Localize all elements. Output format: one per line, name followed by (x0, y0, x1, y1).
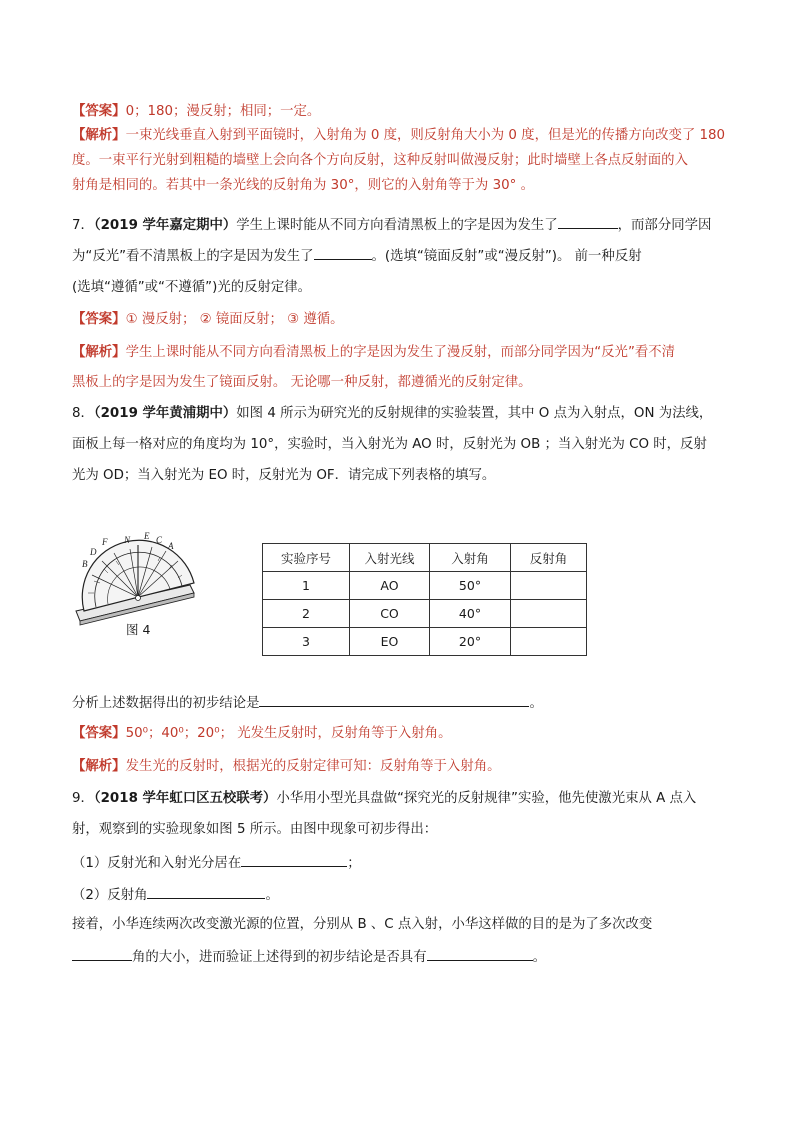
label-d: D (90, 547, 97, 557)
q9-stem-line-2: 射，观察到的实验现象如图 5 所示。由图中现象可初步得出： (72, 822, 438, 837)
conclusion-end: 。 (529, 696, 543, 711)
q6-analysis-line-1 (72, 126, 725, 146)
q9-item-1 (72, 852, 361, 874)
label-a: A (168, 541, 174, 551)
q8-conclusion (72, 692, 543, 714)
table-cell: 50° (430, 572, 511, 600)
q8-stem-line-3: 光为 OD；当入射光为 EO 时，反射光为 OF．请完成下列表格的填写。 (72, 468, 496, 483)
answer-tag: 【答案】 (72, 312, 126, 327)
label-f: F (102, 537, 108, 547)
label-c: C (156, 535, 163, 545)
header-cell: 实验序号 (263, 544, 350, 572)
answer-blank (147, 884, 265, 899)
answer-blank (314, 245, 372, 260)
table-cell (511, 600, 587, 628)
q7-stem-line-1 (72, 214, 711, 236)
item-end: 。 (265, 888, 279, 903)
analysis-tag: 【解析】 (72, 759, 126, 774)
q6-answer (72, 102, 320, 122)
label-e: E (144, 531, 150, 541)
table-cell (511, 628, 587, 656)
header-cell: 入射光线 (350, 544, 430, 572)
table-row (263, 628, 587, 656)
question-source: （2018 学年虹口区五校联考） (93, 791, 277, 806)
answer-tag: 【答案】 (72, 104, 126, 119)
q9-stem-line-5: 接着，小华连续两次改变激光源的位置，分别从 B 、C 点入射，小华这样做的目的是为了多次改变 (72, 917, 653, 932)
answer-tag: 【答案】 (72, 726, 126, 741)
table-cell: 3 (263, 628, 350, 656)
table-cell: EO (350, 628, 430, 656)
answer-blank (427, 946, 533, 961)
stem-text: 如图 4 所示为研究光的反射规律的实验装置，其中 O 点为入射点，ON 为法线， (236, 406, 713, 421)
item-end: ； (347, 856, 361, 871)
question-source: （2019 学年嘉定期中） (93, 218, 237, 233)
answer-blank (259, 692, 529, 707)
answer-blank (72, 946, 132, 961)
q9-item-2 (72, 884, 279, 906)
table-cell (511, 572, 587, 600)
answer-blank (241, 852, 347, 867)
analysis-text: 一束光线垂直入射到平面镜时，入射角为 0 度，则反射角大小为 0 度，但是光的传播方向改变了 180 (125, 128, 726, 143)
q6-analysis-line-3: 射角是相同的。若其中一条光线的反射角为 30°，则它的入射角等于为 30° 。 (72, 178, 534, 193)
q7-stem-line-2 (72, 245, 642, 267)
q8-analysis (72, 757, 501, 777)
analysis-text: 学生上课时能从不同方向看清黑板上的字是因为发生了漫反射，而部分同学因为“反光”看不清 (125, 345, 676, 360)
analysis-tag: 【解析】 (72, 128, 126, 143)
analysis-text: 发生光的反射时，根据光的反射定律可知：反射角等于入射角。 (125, 759, 501, 774)
stem-text: 角的大小，进而验证上述得到的初步结论是否具有 (132, 950, 427, 965)
table-cell: 20° (430, 628, 511, 656)
answer-blank (558, 214, 618, 229)
q7-analysis-line-2: 黑板上的字是因为发生了镜面反射。 无论哪一种反射，都遵循光的反射定律。 (72, 375, 532, 390)
stem-text: 小华用小型光具盘做“探究光的反射规律”实验，他先使激光束从 A 点入 (276, 791, 697, 806)
q8-answer (72, 724, 451, 744)
table-cell: 1 (263, 572, 350, 600)
q7-answer (72, 310, 344, 330)
answer-text: 50⁰；40⁰；20⁰； 光发生反射时，反射角等于入射角。 (125, 726, 452, 741)
q8-stem-line-2: 面板上每一格对应的角度均为 10°，实验时，当入射光为 AO 时，反射光为 OB ；当入射光为 CO 时，反射 (72, 437, 707, 452)
answer-text: 0；180；漫反射；相同；一定。 (125, 104, 321, 119)
table-row (263, 600, 587, 628)
q8-stem-line-1 (72, 404, 712, 424)
stem-end: 。 (532, 950, 546, 965)
q9-stem-line-1 (72, 789, 696, 809)
table-header-row (263, 544, 587, 572)
stem-text: 学生上课时能从不同方向看清黑板上的字是因为发生了 (236, 218, 558, 233)
analysis-tag: 【解析】 (72, 345, 126, 360)
table-cell: CO (350, 600, 430, 628)
label-b: B (82, 559, 88, 569)
experiment-table (262, 543, 587, 656)
q6-analysis-line-2: 度。一束平行光射到粗糙的墙壁上会向各个方向反射，这种反射叫做漫反射；此时墙壁上各点反射面的入 (72, 153, 688, 168)
stem-text: ，而部分同学因 (617, 218, 712, 233)
question-number: 7． (72, 218, 94, 233)
item-text: （2）反射角 (72, 888, 148, 903)
q7-analysis-line-1 (72, 343, 675, 363)
q9-stem-line-6 (72, 946, 546, 968)
q7-stem-line-3: (选填“遵循”或“不遵循”)光的反射定律。 (72, 280, 312, 295)
item-text: （1）反射光和入射光分居在 (72, 856, 242, 871)
header-cell: 入射角 (430, 544, 511, 572)
stem-text: 为“反光”看不清黑板上的字是因为发生了 (72, 249, 314, 264)
stem-text: 。(选填“镜面反射”或“漫反射”)。 前一种反射 (371, 249, 642, 264)
conclusion-text: 分析上述数据得出的初步结论是 (72, 696, 260, 711)
header-cell: 反射角 (511, 544, 587, 572)
label-n: N (124, 535, 131, 545)
question-number: 8． (72, 406, 94, 421)
answer-text: ① 漫反射； ② 镜面反射； ③ 遵循。 (125, 312, 344, 327)
table-cell: 2 (263, 600, 350, 628)
table-cell: 40° (430, 600, 511, 628)
question-number: 9． (72, 791, 94, 806)
table-row (263, 572, 587, 600)
question-source: （2019 学年黄浦期中） (93, 406, 237, 421)
figure-caption: 图 4 (126, 622, 151, 637)
table-cell: AO (350, 572, 430, 600)
